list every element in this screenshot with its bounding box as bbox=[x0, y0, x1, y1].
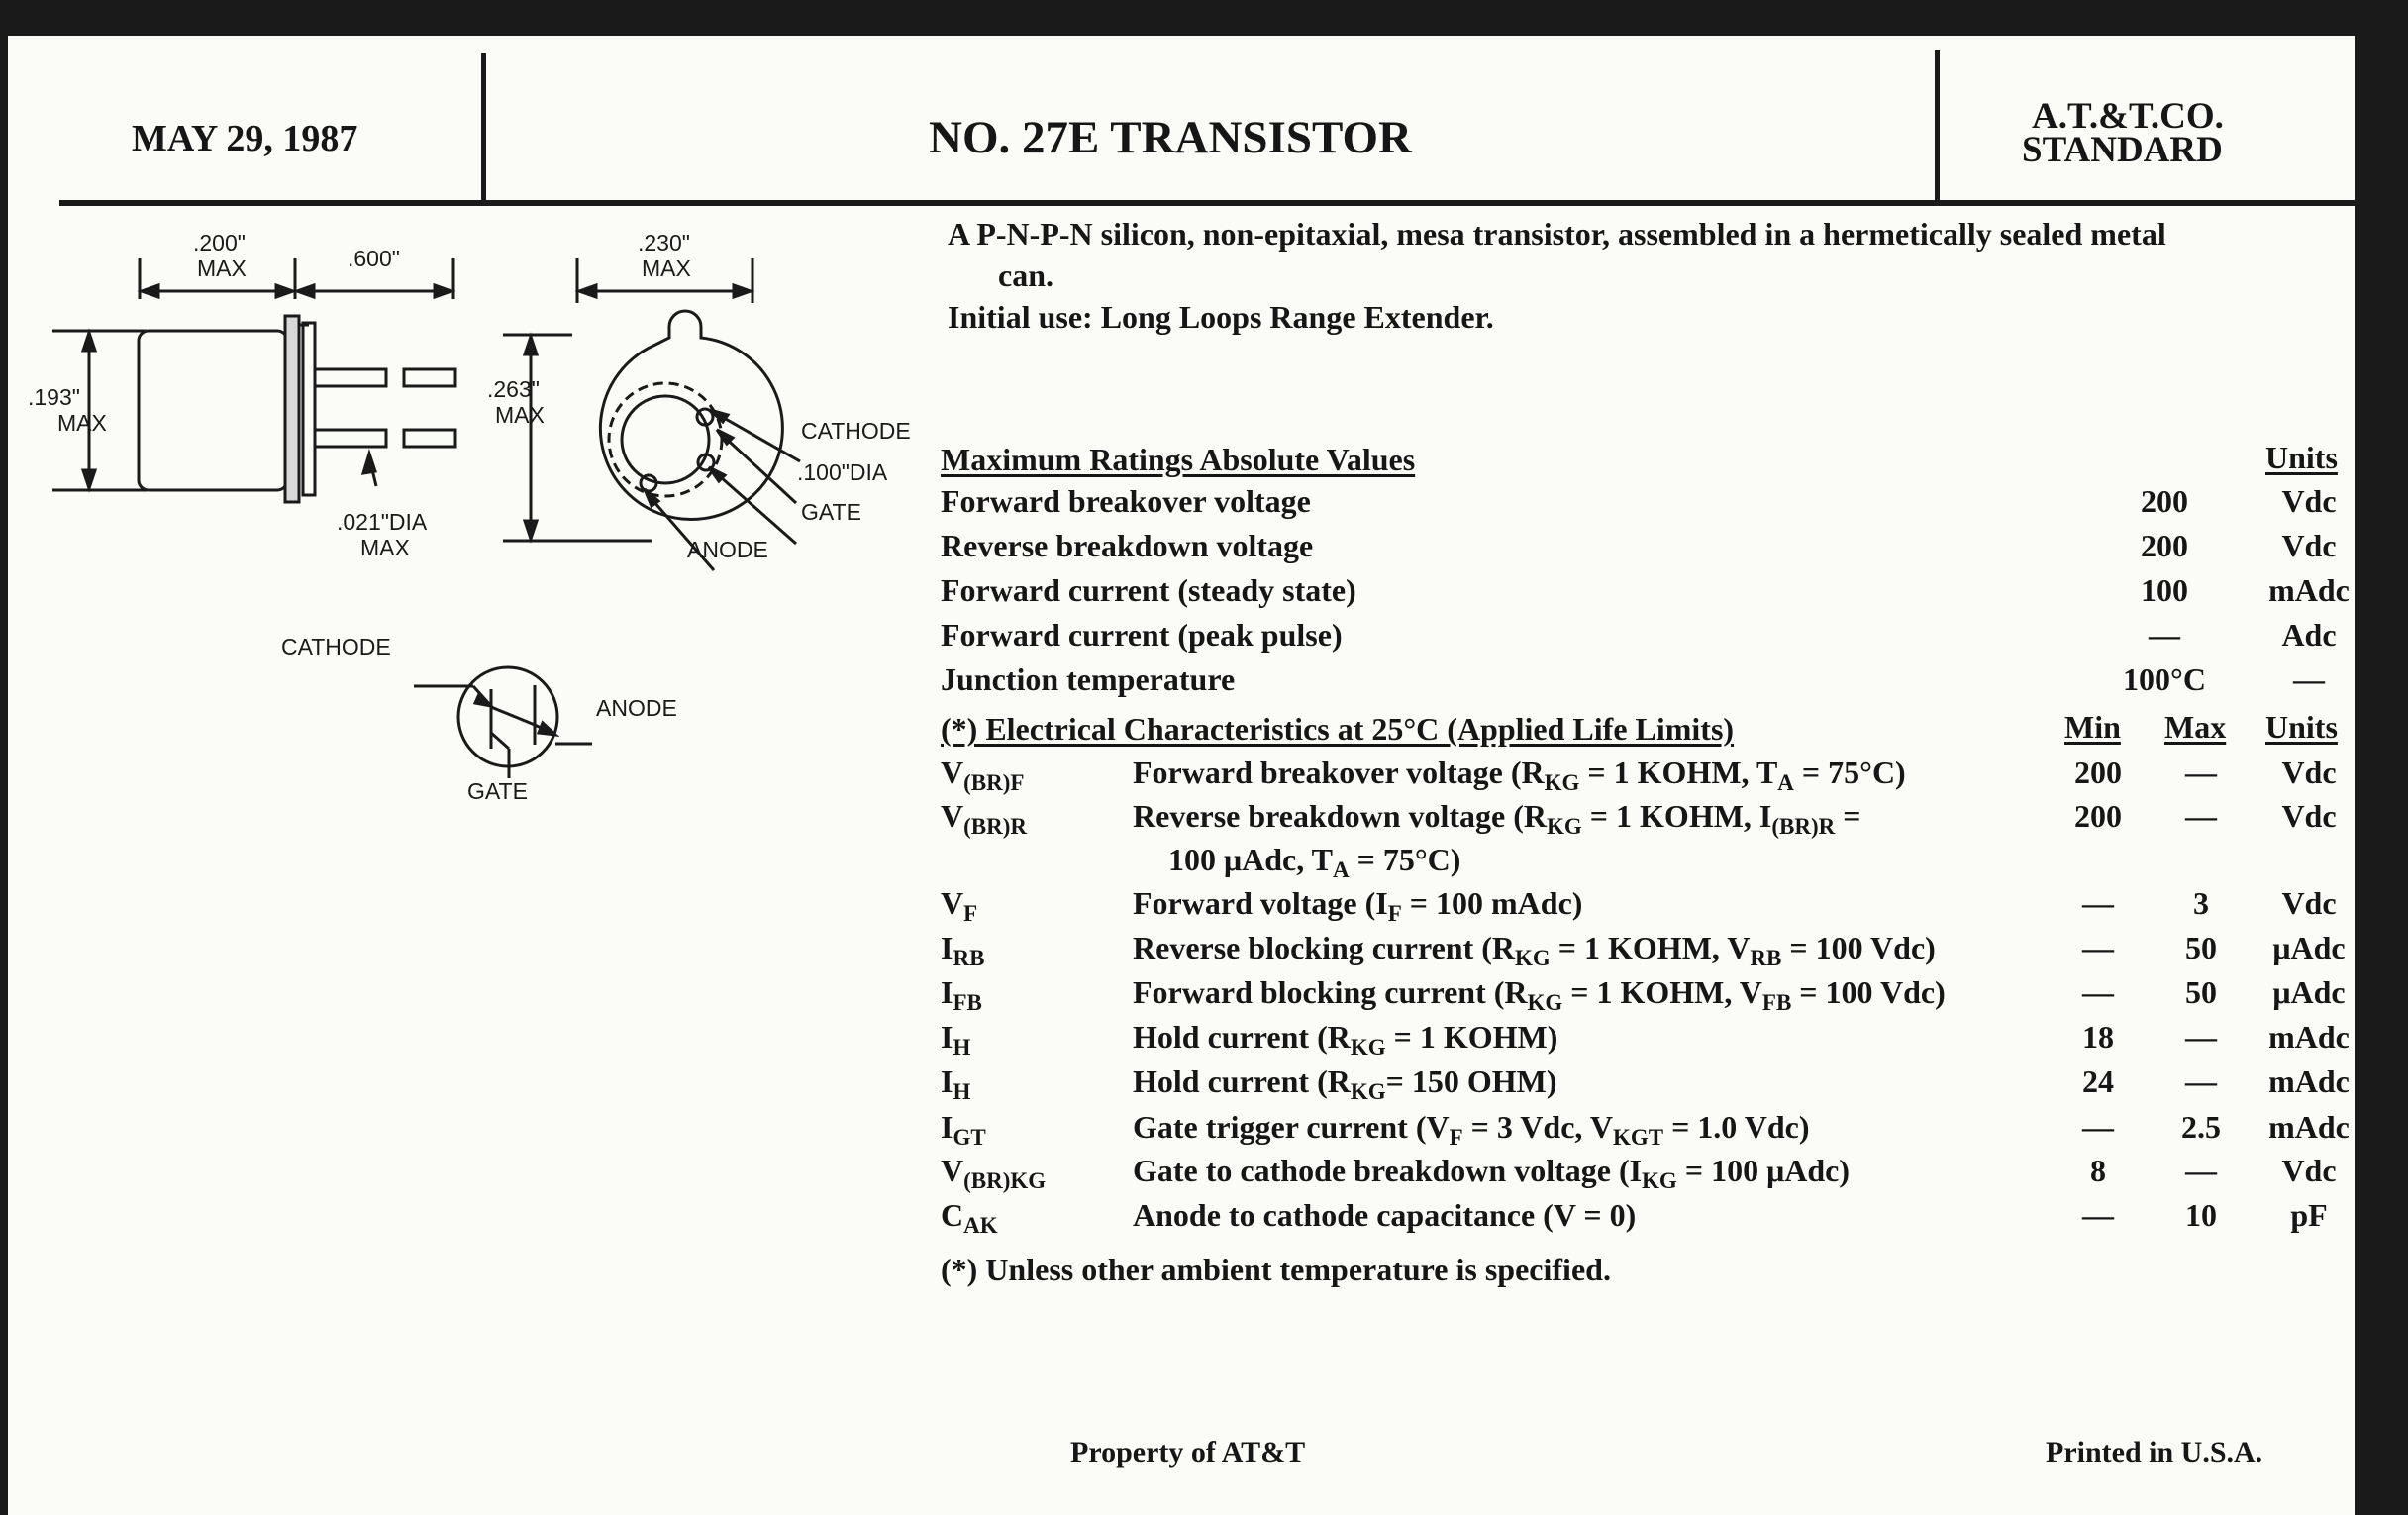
rating-units: — bbox=[2293, 661, 2325, 697]
param-max: 50 bbox=[2185, 930, 2217, 965]
desc-subscript: KG bbox=[1527, 990, 1563, 1015]
rating-units: Vdc bbox=[2281, 483, 2337, 519]
elec-footnote: (*) Unless other ambient temperature is specified. bbox=[941, 1252, 1611, 1287]
desc-text: = 1 KOHM, T bbox=[1579, 755, 1778, 790]
rating-units: mAdc bbox=[2268, 572, 2350, 608]
desc-subscript: A bbox=[1333, 858, 1350, 882]
desc-subscript: F bbox=[1449, 1125, 1463, 1150]
rating-label: Reverse breakdown voltage bbox=[941, 528, 1314, 563]
footer-printed: Printed in U.S.A. bbox=[2046, 1436, 2263, 1468]
desc-subscript: A bbox=[1777, 770, 1794, 795]
dim-021-max: MAX bbox=[360, 535, 410, 560]
param-min: — bbox=[2082, 930, 2114, 965]
symbol-subscript: H bbox=[953, 1079, 971, 1104]
param-units: Vdc bbox=[2281, 798, 2337, 834]
symbol-subscript: F bbox=[963, 901, 978, 926]
param-symbol bbox=[941, 798, 1027, 839]
param-max: 50 bbox=[2185, 974, 2217, 1010]
scr-symbol bbox=[414, 667, 592, 778]
symbol-subscript: RB bbox=[953, 946, 985, 970]
param-min: 18 bbox=[2082, 1019, 2114, 1055]
dim-200: .200" bbox=[193, 230, 246, 255]
desc-text: 100 μAdc, T bbox=[1168, 842, 1334, 877]
label-gate: GATE bbox=[801, 499, 861, 525]
param-description bbox=[1133, 755, 1906, 795]
desc-text: Forward blocking current (R bbox=[1133, 974, 1528, 1010]
desc-text: Reverse breakdown voltage (R bbox=[1133, 798, 1548, 834]
symbol-letter: I bbox=[941, 1063, 953, 1099]
param-description bbox=[1133, 1019, 1558, 1060]
side-view-outline bbox=[52, 258, 455, 502]
symbol-letter: I bbox=[941, 930, 953, 965]
symbol-letter: V bbox=[941, 798, 964, 834]
param-min: — bbox=[2082, 885, 2114, 921]
param-units: mAdc bbox=[2268, 1063, 2350, 1099]
symbol-subscript: AK bbox=[963, 1213, 998, 1238]
symbol-letter: I bbox=[941, 974, 953, 1010]
desc-subscript: RB bbox=[1750, 946, 1782, 970]
desc-subscript: FB bbox=[1761, 990, 1792, 1015]
dim-193: .193" bbox=[28, 384, 80, 410]
symbol-letter: V bbox=[941, 755, 964, 790]
param-units: mAdc bbox=[2268, 1109, 2350, 1145]
rating-value: 200 bbox=[2141, 483, 2188, 519]
desc-text: = 1 KOHM, V bbox=[1550, 930, 1751, 965]
desc-text: = 100 Vdc) bbox=[1781, 930, 1936, 965]
param-min: 200 bbox=[2074, 755, 2122, 790]
param-max: — bbox=[2185, 1153, 2217, 1188]
param-units: Vdc bbox=[2281, 885, 2337, 921]
param-max: 10 bbox=[2185, 1197, 2217, 1233]
header-divider-right bbox=[1935, 50, 1940, 201]
param-max: 2.5 bbox=[2181, 1109, 2221, 1145]
param-symbol bbox=[941, 755, 1025, 795]
label-100-dia: .100"DIA bbox=[797, 459, 888, 485]
desc-subscript: KG bbox=[1642, 1168, 1677, 1193]
param-units: Vdc bbox=[2281, 1153, 2337, 1188]
param-symbol bbox=[941, 930, 985, 970]
rating-units: Vdc bbox=[2281, 528, 2337, 563]
rating-value: 100°C bbox=[2123, 661, 2206, 697]
symbol-subscript: (BR)F bbox=[963, 770, 1025, 795]
org-line1: A.T.&T.CO. bbox=[2032, 96, 2224, 137]
param-description bbox=[1133, 885, 1583, 926]
param-max: — bbox=[2185, 798, 2217, 834]
desc-text: Gate trigger current (V bbox=[1133, 1109, 1450, 1145]
symbol-letter: V bbox=[941, 1153, 964, 1188]
desc-text: Forward voltage (I bbox=[1133, 885, 1388, 921]
desc-text: = 100 μAdc) bbox=[1676, 1153, 1850, 1188]
param-min: 200 bbox=[2074, 798, 2122, 834]
param-symbol bbox=[941, 974, 982, 1015]
initial-use: Initial use: Long Loops Range Extender. bbox=[948, 299, 1494, 335]
param-min: — bbox=[2082, 1197, 2114, 1233]
rating-label: Forward breakover voltage bbox=[941, 483, 1311, 519]
param-symbol bbox=[941, 1063, 971, 1104]
elec-min-header: Min bbox=[2064, 709, 2121, 745]
desc-text: = 100 Vdc) bbox=[1791, 974, 1946, 1010]
param-min: 24 bbox=[2082, 1063, 2114, 1099]
desc-text: Anode to cathode capacitance (V = 0) bbox=[1133, 1197, 1637, 1233]
param-units: mAdc bbox=[2268, 1019, 2350, 1055]
param-max: — bbox=[2185, 1019, 2217, 1055]
param-units: μAdc bbox=[2272, 974, 2346, 1010]
param-description bbox=[1133, 798, 1861, 839]
desc-text: Gate to cathode breakdown voltage (I bbox=[1133, 1153, 1643, 1188]
param-symbol bbox=[941, 1197, 998, 1238]
param-symbol bbox=[941, 885, 978, 926]
desc-subscript: KG bbox=[1544, 770, 1580, 795]
max-ratings-units-header: Units bbox=[2265, 440, 2338, 475]
desc-subscript: KG bbox=[1547, 814, 1582, 839]
desc-subscript: KG bbox=[1350, 1079, 1386, 1104]
param-max: — bbox=[2185, 755, 2217, 790]
param-max: — bbox=[2185, 1063, 2217, 1099]
dim-263-max: MAX bbox=[495, 402, 545, 428]
param-description bbox=[1133, 1197, 1636, 1234]
dim-021: .021"DIA bbox=[337, 509, 428, 535]
rating-units: Adc bbox=[2281, 617, 2337, 653]
rating-label: Forward current (peak pulse) bbox=[941, 617, 1343, 653]
desc-text: Hold current (R bbox=[1133, 1063, 1351, 1099]
transistor-drawings bbox=[8, 214, 899, 1026]
desc-text: = 100 mAdc) bbox=[1401, 885, 1583, 921]
symbol-gate-label: GATE bbox=[467, 778, 528, 804]
label-anode: ANODE bbox=[687, 537, 768, 562]
symbol-letter: I bbox=[941, 1109, 953, 1145]
param-min: — bbox=[2082, 974, 2114, 1010]
symbol-cathode-label: CATHODE bbox=[281, 634, 391, 659]
desc-text: = 150 OHM) bbox=[1385, 1063, 1557, 1099]
param-units: Vdc bbox=[2281, 755, 2337, 790]
desc-subscript: KG bbox=[1515, 946, 1551, 970]
spec-sheet bbox=[8, 36, 2355, 1515]
footer-property: Property of AT&T bbox=[1070, 1436, 1306, 1468]
desc-text: = 75°C) bbox=[1793, 755, 1906, 790]
dim-230-max: MAX bbox=[642, 255, 691, 281]
param-min: 8 bbox=[2090, 1153, 2106, 1188]
rating-value: 100 bbox=[2141, 572, 2188, 608]
desc-text: Forward breakover voltage (R bbox=[1133, 755, 1545, 790]
desc-text: = 75°C) bbox=[1349, 842, 1461, 877]
desc-subscript: F bbox=[1387, 901, 1402, 926]
description-line2: can. bbox=[998, 257, 1054, 293]
header-divider-left bbox=[481, 53, 486, 202]
desc-text: = 1 KOHM, I bbox=[1581, 798, 1772, 834]
header-rule bbox=[59, 200, 2355, 206]
param-description bbox=[1133, 1109, 1810, 1150]
dim-230: .230" bbox=[638, 230, 690, 255]
desc-text: = 1.0 Vdc) bbox=[1663, 1109, 1810, 1145]
elec-heading: (*) Electrical Characteristics at 25°C (Applied Life Limits) bbox=[941, 711, 1735, 747]
param-symbol bbox=[941, 1019, 971, 1060]
desc-text: Hold current (R bbox=[1133, 1019, 1351, 1055]
desc-text: = 1 KOHM, V bbox=[1562, 974, 1762, 1010]
param-min: — bbox=[2082, 1109, 2114, 1145]
param-symbol bbox=[941, 1153, 1047, 1193]
param-description bbox=[1133, 1153, 1850, 1193]
param-description-cont bbox=[1168, 842, 1461, 882]
elec-units-header: Units bbox=[2265, 709, 2338, 745]
max-ratings-heading: Maximum Ratings Absolute Values bbox=[941, 442, 1416, 477]
dim-193-max: MAX bbox=[57, 410, 107, 436]
symbol-subscript: FB bbox=[953, 990, 982, 1015]
date: MAY 29, 1987 bbox=[132, 118, 358, 159]
param-max: 3 bbox=[2193, 885, 2209, 921]
description-line1: A P-N-P-N silicon, non-epitaxial, mesa transistor, assembled in a hermetically sealed metal bbox=[948, 216, 2166, 252]
desc-text: = bbox=[1835, 798, 1861, 834]
symbol-subscript: H bbox=[953, 1035, 971, 1060]
label-cathode: CATHODE bbox=[801, 418, 911, 444]
rating-label: Junction temperature bbox=[941, 661, 1236, 697]
param-units: μAdc bbox=[2272, 930, 2346, 965]
desc-text: = 3 Vdc, V bbox=[1462, 1109, 1613, 1145]
page-title: NO. 27E TRANSISTOR bbox=[929, 112, 1412, 163]
end-view-outline bbox=[503, 258, 800, 570]
desc-text: = 1 KOHM) bbox=[1385, 1019, 1558, 1055]
symbol-letter: I bbox=[941, 1019, 953, 1055]
dim-200-max: MAX bbox=[197, 255, 247, 281]
dim-600: .600" bbox=[348, 246, 400, 271]
desc-subscript: KGT bbox=[1612, 1125, 1664, 1150]
param-description bbox=[1133, 974, 1946, 1015]
symbol-letter: V bbox=[941, 885, 964, 921]
desc-subscript: (BR)R bbox=[1771, 814, 1836, 839]
symbol-anode-label: ANODE bbox=[596, 695, 677, 721]
dim-263: .263" bbox=[487, 376, 540, 402]
org-line2: STANDARD bbox=[2022, 130, 2223, 170]
elec-max-header: Max bbox=[2164, 709, 2227, 745]
param-symbol bbox=[941, 1109, 986, 1150]
param-description bbox=[1133, 930, 1936, 970]
desc-subscript: KG bbox=[1350, 1035, 1386, 1060]
desc-text: Reverse blocking current (R bbox=[1133, 930, 1515, 965]
rating-value: — bbox=[2149, 617, 2180, 653]
symbol-subscript: (BR)KG bbox=[963, 1168, 1047, 1193]
symbol-letter: C bbox=[941, 1197, 964, 1233]
rating-value: 200 bbox=[2141, 528, 2188, 563]
param-units: pF bbox=[2290, 1197, 2328, 1233]
symbol-subscript: GT bbox=[953, 1125, 986, 1150]
param-description bbox=[1133, 1063, 1557, 1104]
symbol-subscript: (BR)R bbox=[963, 814, 1027, 839]
rating-label: Forward current (steady state) bbox=[941, 572, 1356, 608]
